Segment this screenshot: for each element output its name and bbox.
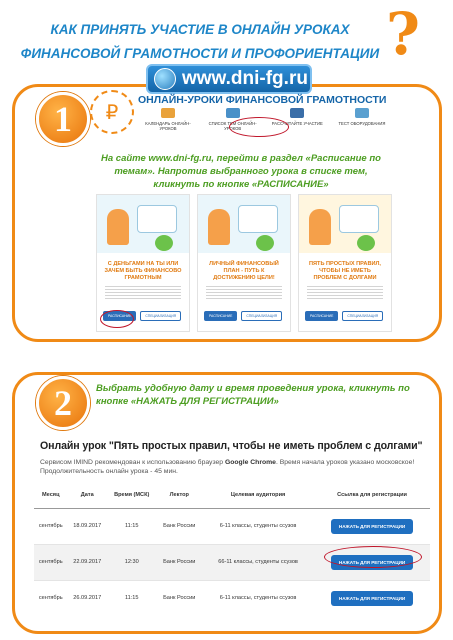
cell-audience: 66-11 классы, студенты ссузов xyxy=(202,544,314,580)
logo-seal xyxy=(90,90,134,134)
lesson-note xyxy=(40,458,420,476)
card-illustration xyxy=(97,195,189,253)
note-text: Сервисом IMIND рекомендован к использованию браузер xyxy=(40,459,225,466)
card-text xyxy=(206,286,282,300)
highlight-oval-topics xyxy=(229,117,289,137)
note-browser: Google Chrome xyxy=(224,459,276,466)
table-row xyxy=(34,580,430,616)
lesson-cards xyxy=(96,194,392,332)
card-illustration xyxy=(299,195,391,253)
step-2-instruction: Выбрать удобную дату и время проведения урока, кликнуть по кнопке «НАЖАТЬ ДЛЯ РЕГИСТРАЦИИ» xyxy=(96,383,410,407)
cell-lecturer: Банк России xyxy=(157,544,202,580)
nav-label: РАССЧИТАЙТЕ УЧАСТИЕ xyxy=(271,121,323,126)
col-month: Месяц xyxy=(34,482,68,508)
site-badge[interactable] xyxy=(146,64,312,94)
register-button[interactable]: НАЖАТЬ ДЛЯ РЕГИСТРАЦИИ xyxy=(331,519,413,534)
col-time: Время (МСК) xyxy=(107,482,157,508)
people-icon xyxy=(290,108,304,118)
nav-item-calendar[interactable] xyxy=(140,108,196,142)
nav-item-test[interactable] xyxy=(334,108,390,142)
cell-time: 12:30 xyxy=(107,544,157,580)
card-title: ПЯТЬ ПРОСТЫХ ПРАВИЛ, ЧТОБЫ НЕ ИМЕТЬ ПРОБЛЕМ С ДОЛГАМИ xyxy=(309,261,381,281)
card-title: С ДЕНЬГАМИ НА ТЫ ИЛИ ЗАЧЕМ БЫТЬ ФИНАНСОВО ГРАМОТНЫМ xyxy=(104,261,182,281)
card-text xyxy=(307,286,383,300)
cell-time: 11:15 xyxy=(107,508,157,544)
step-1-instruction: На сайте www.dni-fg.ru, перейти в раздел «Расписание по темам». Напротив выбранного урока в списке тем, кликнуть по кнопке «РАСПИСАНИЕ» xyxy=(101,153,381,190)
card-text xyxy=(105,286,181,300)
lesson-card xyxy=(298,194,392,332)
col-lecturer: Лектор xyxy=(157,482,202,508)
cell-date: 18.09.2017 xyxy=(68,508,107,544)
globe-icon xyxy=(154,68,176,90)
cell-lecturer: Банк России xyxy=(157,580,202,616)
note-text: . Время начала уроков указано московское! Продолжительность онлайн урока - 45 мин. xyxy=(40,459,415,475)
cell-month: сентябрь xyxy=(34,544,68,580)
lesson-card xyxy=(197,194,291,332)
test-icon xyxy=(355,108,369,118)
cell-date: 26.09.2017 xyxy=(68,580,107,616)
highlight-oval-schedule xyxy=(100,310,134,328)
step-2-number: 2 xyxy=(36,376,90,430)
specialization-button[interactable]: СПЕЦИАЛИЗАЦИЯ xyxy=(342,311,383,321)
cell-date: 22.09.2017 xyxy=(68,544,107,580)
specialization-button[interactable]: СПЕЦИАЛИЗАЦИЯ xyxy=(241,311,282,321)
lesson-title: Онлайн урок "Пять простых правил, чтобы не иметь проблем с долгами" xyxy=(40,440,423,452)
col-audience: Целевая аудитория xyxy=(202,482,314,508)
step-1-number: 1 xyxy=(36,92,90,146)
register-button[interactable]: НАЖАТЬ ДЛЯ РЕГИСТРАЦИИ xyxy=(331,591,413,606)
coin-icon: ₽ xyxy=(105,101,119,124)
cell-month: сентябрь xyxy=(34,508,68,544)
cell-audience: 6-11 классы, студенты ссузов xyxy=(202,580,314,616)
site-url: www.dni-fg.ru xyxy=(182,68,308,89)
nav-label: КАЛЕНДАРЬ ОНЛАЙН-УРОКОВ xyxy=(145,121,191,131)
table-row xyxy=(34,508,430,544)
cell-lecturer: Банк России xyxy=(157,508,202,544)
specialization-button[interactable]: СПЕЦИАЛИЗАЦИЯ xyxy=(140,311,181,321)
register-button[interactable]: НАЖАТЬ ДЛЯ РЕГИСТРАЦИИ xyxy=(331,555,413,570)
card-illustration xyxy=(198,195,290,253)
col-registration: Ссылка для регистрации xyxy=(314,482,430,508)
schedule-button[interactable]: РАСПИСАНИЕ xyxy=(103,311,136,321)
cell-month: сентябрь xyxy=(34,580,68,616)
list-icon xyxy=(226,108,240,118)
highlight-oval-register xyxy=(324,546,422,568)
schedule-button[interactable]: РАСПИСАНИЕ xyxy=(204,311,237,321)
col-date: Дата xyxy=(68,482,107,508)
step-1-heading: ОНЛАЙН-УРОКИ ФИНАНСОВОЙ ГРАМОТНОСТИ xyxy=(138,94,387,106)
cell-time: 11:15 xyxy=(107,580,157,616)
card-title: ЛИЧНЫЙ ФИНАНСОВЫЙ ПЛАН - ПУТЬ К ДОСТИЖЕНИЮ ЦЕЛИ! xyxy=(209,261,279,281)
nav-label: СПИСОК ТЕМ ОНЛАЙН-УРОКОВ xyxy=(208,121,257,131)
calendar-icon xyxy=(161,108,175,118)
nav-label: ТЕСТ ОБОРУДОВАНИЯ xyxy=(338,121,386,126)
cell-audience: 6-11 классы, студенты ссузов xyxy=(202,508,314,544)
schedule-button[interactable]: РАСПИСАНИЕ xyxy=(305,311,338,321)
question-mark-icon: ? xyxy=(386,0,420,68)
page-title: КАК ПРИНЯТЬ УЧАСТИЕ В ОНЛАЙН УРОКАХ ФИНАНСОВОЙ ГРАМОТНОСТИ И ПРОФОРИЕНТАЦИИ xyxy=(20,22,380,61)
